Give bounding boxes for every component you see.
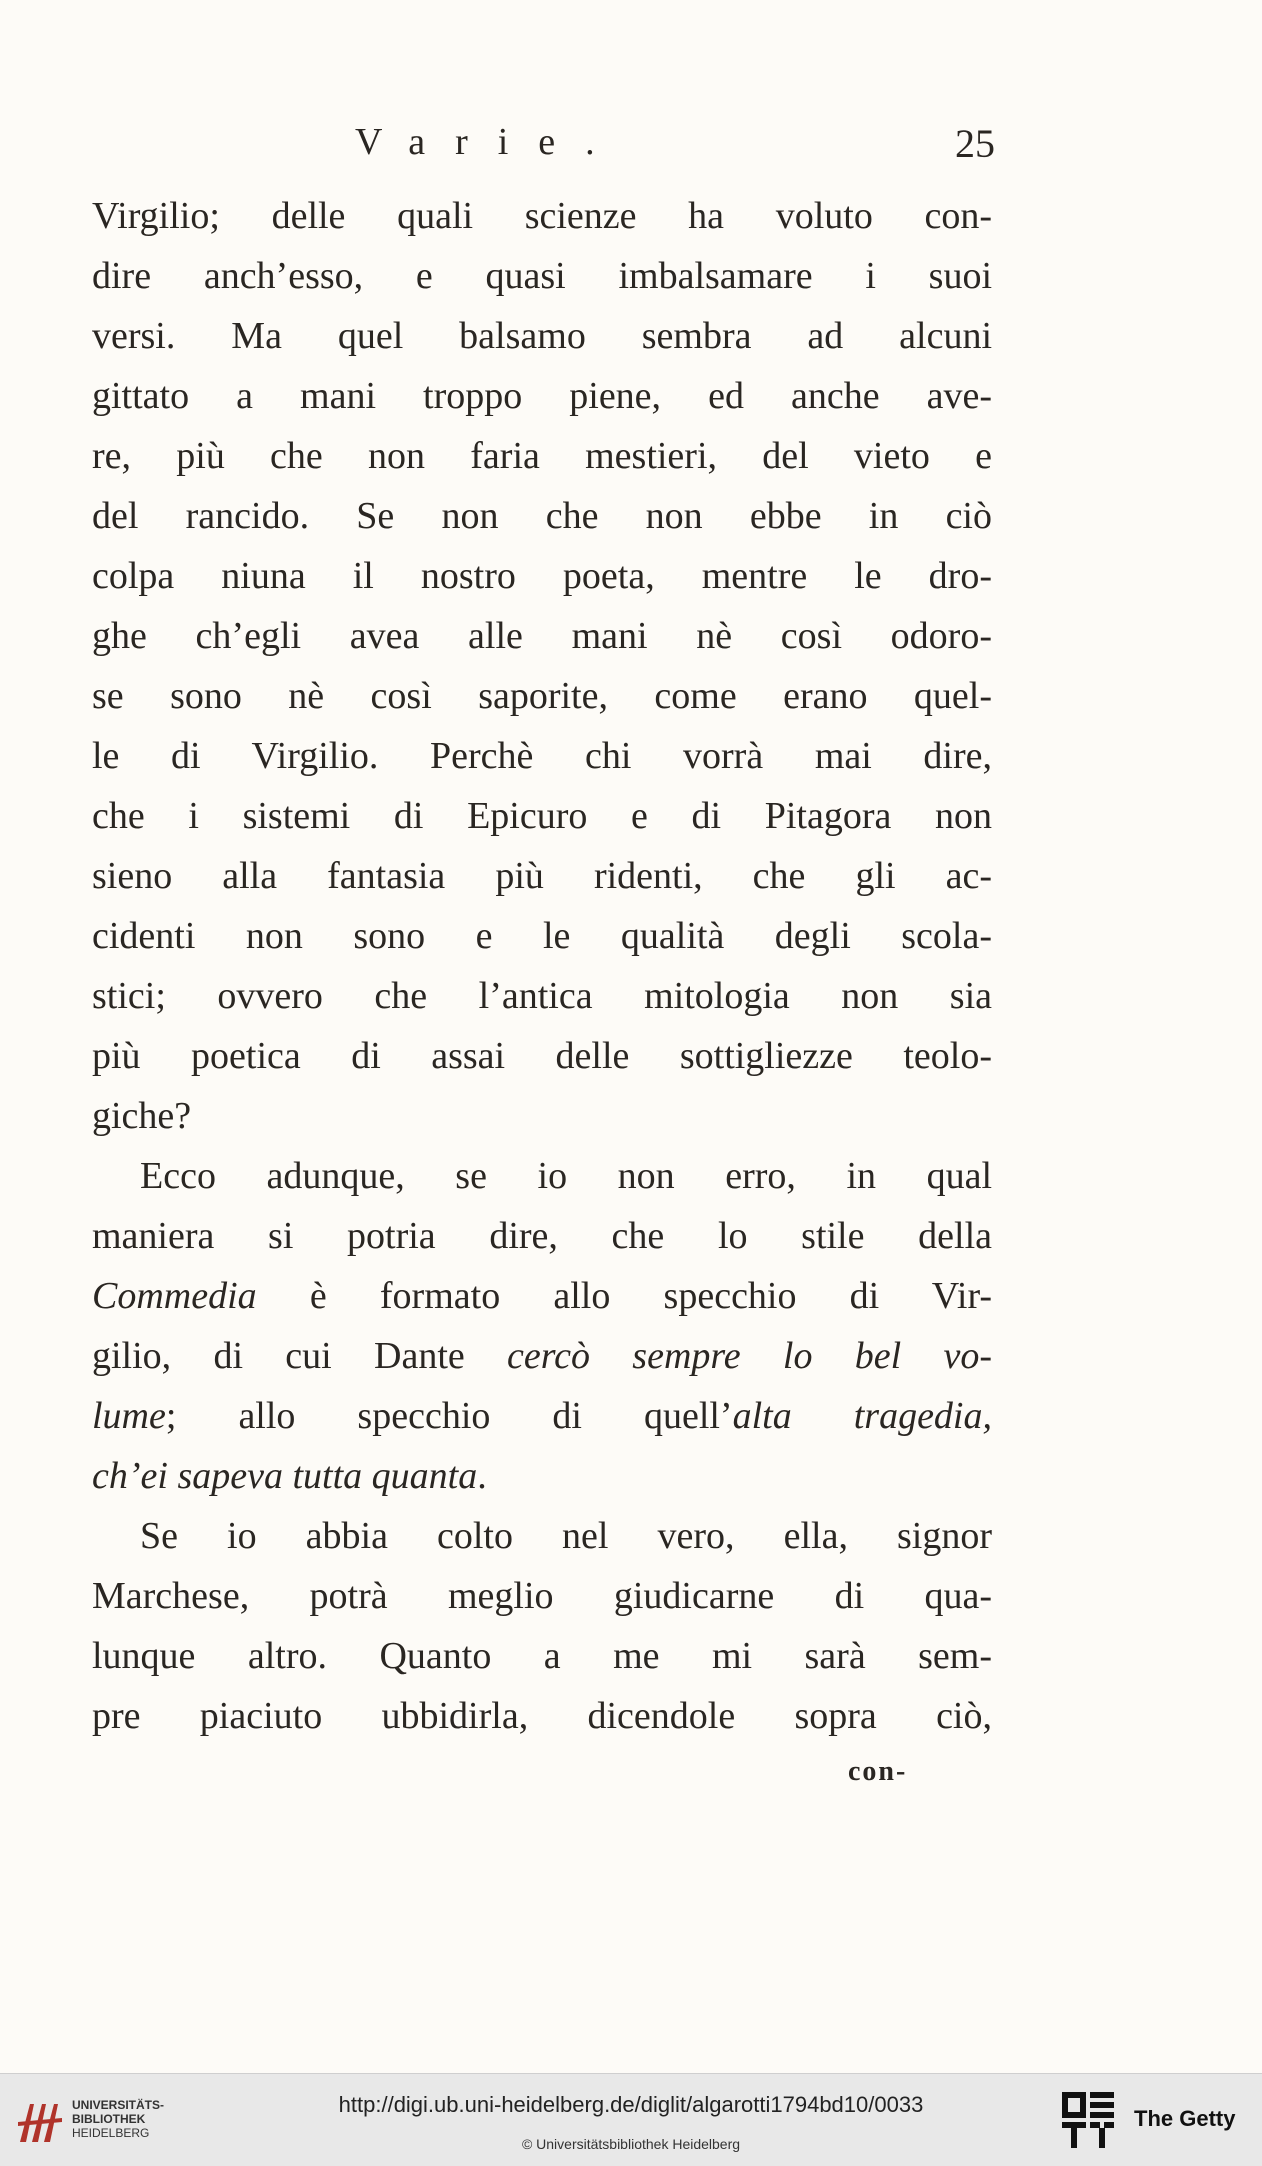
text-line: colpa niuna il nostro poeta, mentre le dro-	[92, 555, 992, 597]
text-line: lume; allo specchio di quell’alta tragedia,	[92, 1395, 992, 1437]
text-line: le di Virgilio. Perchè chi vorrà mai dire,	[92, 735, 992, 777]
text-line: giche?	[92, 1095, 192, 1137]
copyright-notice: © Universitätsbibliothek Heidelberg	[521, 2136, 741, 2152]
text-line: sieno alla fantasia più ridenti, che gli ac-	[92, 855, 992, 897]
text-line: maniera si potria dire, che lo stile della	[92, 1215, 992, 1257]
text-line: gilio, di cui Dante cercò sempre lo bel vo-	[92, 1335, 992, 1377]
paragraph-start-line: Ecco adunque, se io non erro, in qual	[140, 1155, 992, 1197]
text-line: ch’ei sapeva tutta quanta.	[92, 1455, 487, 1497]
catchword: con-	[848, 1756, 908, 1787]
text-line: più poetica di assai delle sottigliezze teolo-	[92, 1035, 992, 1077]
running-title: Varie.	[355, 121, 625, 163]
text-line: Virgilio; delle quali scienze ha voluto con-	[92, 195, 992, 237]
body-text	[92, 186, 992, 1746]
italic-quote: lume	[92, 1395, 166, 1437]
text-line: lunque altro. Quanto a me mi sarà sem-	[92, 1635, 992, 1677]
permalink-url[interactable]: http://digi.ub.uni-heidelberg.de/diglit/algarotti1794bd10/0033	[338, 2092, 924, 2117]
text-line: pre piaciuto ubbidirla, dicendole sopra ciò,	[92, 1695, 992, 1737]
getty-logo-icon	[1060, 2090, 1116, 2150]
italic-quote: cercò sempre lo bel vo-	[507, 1335, 992, 1377]
text-line: che i sistemi di Epicuro e di Pitagora non	[92, 795, 992, 837]
text-line: Commedia è formato allo specchio di Vir-	[92, 1275, 992, 1317]
paragraph-start-line: Se io abbia colto nel vero, ella, signor	[140, 1515, 992, 1557]
page-number: 25	[955, 121, 995, 166]
footer-bar	[0, 2073, 1262, 2166]
text-line: del rancido. Se non che non ebbe in ciò	[92, 495, 992, 537]
italic-quote: ch’ei sapeva tutta quanta	[92, 1455, 478, 1497]
text-line: ghe ch’egli avea alle mani nè così odoro-	[92, 615, 992, 657]
text-line: gittato a mani troppo piene, ed anche ave-	[92, 375, 992, 417]
italic-title: Commedia	[92, 1275, 257, 1317]
text-line: cidenti non sono e le qualità degli scola-	[92, 915, 992, 957]
text-line: dire anch’esso, e quasi imbalsamare i suoi	[92, 255, 992, 297]
sponsor-name: The Getty	[1134, 2106, 1236, 2131]
running-header	[355, 120, 995, 180]
italic-quote: alta tragedia,	[732, 1395, 992, 1437]
text-line: versi. Ma quel balsamo sembra ad alcuni	[92, 315, 992, 357]
text-line: Marchese, potrà meglio giudicarne di qua-	[92, 1575, 992, 1617]
text-line: stici; ovvero che l’antica mitologia non sia	[92, 975, 992, 1017]
text-line: se sono nè così saporite, come erano quel-	[92, 675, 992, 717]
text-line: re, più che non faria mestieri, del vieto e	[92, 435, 992, 477]
library-name: UNIVERSITÄTS- BIBLIOTHEK HEIDELBERG	[72, 2098, 165, 2140]
